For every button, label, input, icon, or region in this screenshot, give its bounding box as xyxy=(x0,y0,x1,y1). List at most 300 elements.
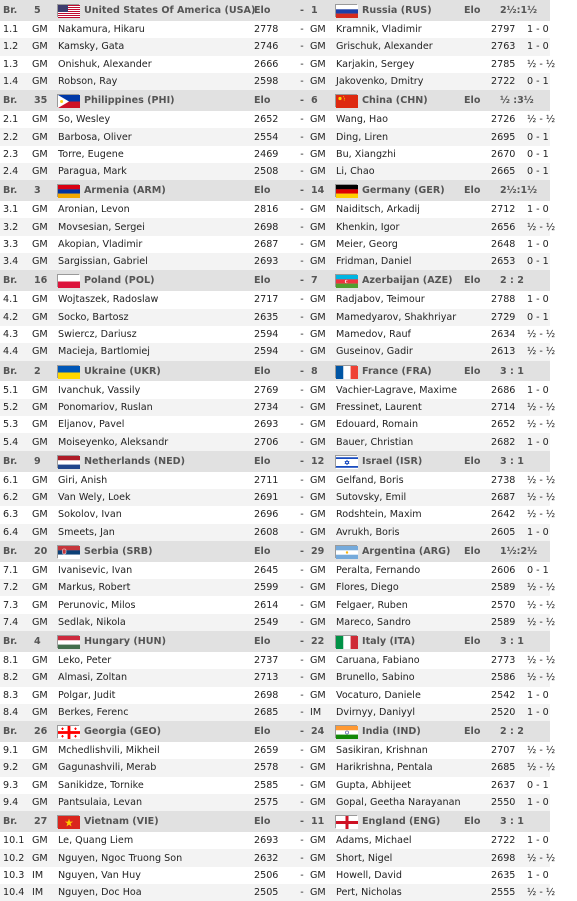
team-rank-a: 9 xyxy=(34,455,41,467)
player-title-b: GM xyxy=(310,75,326,87)
player-title-a: GM xyxy=(32,114,48,126)
elo-label-b: Elo xyxy=(464,365,481,377)
player-elo-a: 2778 xyxy=(254,24,279,36)
match-score: 3 : 1 xyxy=(500,816,524,828)
player-elo-a: 2598 xyxy=(254,75,279,87)
match-block xyxy=(0,721,556,811)
player-name-a: Smeets, Jan xyxy=(58,526,115,538)
elo-label-a: Elo xyxy=(254,635,271,647)
player-name-a: Aronian, Levon xyxy=(58,204,130,216)
player-title-a: GM xyxy=(32,148,48,160)
player-name-a: Ivanchuk, Vassily xyxy=(58,384,141,396)
player-elo-a: 2698 xyxy=(254,689,279,701)
player-name-a: Leko, Peter xyxy=(58,655,112,667)
player-elo-a: 2698 xyxy=(254,221,279,233)
board-number: 8.2 xyxy=(3,672,19,684)
match-score: 2½:1½ xyxy=(500,185,538,197)
player-title-b: GM xyxy=(310,852,326,864)
game-row xyxy=(0,867,550,884)
elo-label-b: Elo xyxy=(464,4,481,16)
player-name-a: Almasi, Zoltan xyxy=(58,672,128,684)
player-elo-b: 2635 xyxy=(491,869,516,881)
player-name-b: Vocaturo, Daniele xyxy=(336,689,421,701)
player-elo-a: 2635 xyxy=(254,311,279,323)
game-result: 1 - 0 xyxy=(527,294,549,306)
match-block xyxy=(0,180,556,270)
team-name-b: Germany (GER) xyxy=(362,185,445,197)
vs-separator: - xyxy=(300,275,304,287)
player-title-b: GM xyxy=(310,401,326,413)
player-name-b: Khenkin, Igor xyxy=(336,221,400,233)
match-header xyxy=(0,631,550,652)
board-label: Br. xyxy=(3,95,18,107)
player-elo-a: 2652 xyxy=(254,114,279,126)
game-result: ½ - ½ xyxy=(527,762,556,774)
game-row xyxy=(0,433,550,450)
player-title-a: GM xyxy=(32,329,48,341)
game-row xyxy=(0,794,550,811)
match-header xyxy=(0,90,550,111)
player-title-b: GM xyxy=(310,616,326,628)
player-title-a: GM xyxy=(32,41,48,53)
player-elo-a: 2608 xyxy=(254,526,279,538)
player-name-b: Li, Chao xyxy=(336,166,375,178)
player-name-a: Perunovic, Milos xyxy=(58,599,136,611)
player-title-b: GM xyxy=(310,582,326,594)
game-row xyxy=(0,128,550,145)
game-separator: - xyxy=(300,706,304,718)
game-separator: - xyxy=(300,526,304,538)
player-elo-b: 2570 xyxy=(491,599,516,611)
game-result: ½ - ½ xyxy=(527,599,556,611)
team-rank-a: 5 xyxy=(34,4,41,16)
game-result: 1 - 0 xyxy=(527,526,549,538)
game-row xyxy=(0,506,556,523)
game-separator: - xyxy=(300,436,304,448)
vs-separator: - xyxy=(300,545,304,557)
match-header xyxy=(0,361,550,382)
player-title-a: GM xyxy=(32,238,48,250)
team-name-b: England (ENG) xyxy=(362,816,441,828)
israel-flag-icon xyxy=(335,455,357,468)
player-title-b: GM xyxy=(310,779,326,791)
player-title-a: GM xyxy=(32,599,48,611)
player-elo-a: 2706 xyxy=(254,436,279,448)
player-elo-a: 2816 xyxy=(254,204,279,216)
team-name-b: Russia (RUS) xyxy=(362,4,432,16)
player-title-b: GM xyxy=(310,131,326,143)
player-title-b: GM xyxy=(310,564,326,576)
player-name-b: Naiditsch, Arkadij xyxy=(336,204,420,216)
player-name-b: Kramnik, Vladimir xyxy=(336,24,422,36)
team-rank-b: 29 xyxy=(311,545,325,557)
player-name-b: Radjabov, Teimour xyxy=(336,294,425,306)
player-title-a: GM xyxy=(32,835,48,847)
player-title-a: GM xyxy=(32,689,48,701)
player-title-a: GM xyxy=(32,655,48,667)
team-rank-b: 14 xyxy=(311,185,325,197)
team-b xyxy=(335,184,460,197)
player-name-b: Avrukh, Boris xyxy=(336,526,400,538)
player-title-a: IM xyxy=(32,869,44,881)
team-a xyxy=(57,455,251,468)
team-rank-b: 8 xyxy=(311,365,318,377)
serbia-flag-icon xyxy=(57,545,79,558)
match-header xyxy=(0,270,550,291)
player-name-b: Bu, Xiangzhi xyxy=(336,148,396,160)
player-elo-b: 2682 xyxy=(491,436,516,448)
team-rank-a: 4 xyxy=(34,635,41,647)
game-result: ½ - ½ xyxy=(527,346,556,358)
team-rank-b: 22 xyxy=(311,635,325,647)
board-number: 1.3 xyxy=(3,58,19,70)
player-name-b: Guseinov, Gadir xyxy=(336,346,413,358)
game-row xyxy=(0,218,556,235)
player-elo-b: 2785 xyxy=(491,58,516,70)
game-row xyxy=(0,472,556,489)
match-block xyxy=(0,541,556,631)
game-result: ½ - ½ xyxy=(527,492,556,504)
player-elo-a: 2506 xyxy=(254,869,279,881)
player-elo-a: 2554 xyxy=(254,131,279,143)
player-name-a: Barbosa, Oliver xyxy=(58,131,132,143)
board-number: 1.1 xyxy=(3,24,19,36)
player-name-b: Grischuk, Alexander xyxy=(336,41,433,53)
team-name-b: Argentina (ARG) xyxy=(362,545,451,557)
team-name-b: Azerbaijan (AZE) xyxy=(362,275,453,287)
game-result: ½ - ½ xyxy=(527,582,556,594)
player-name-a: Akopian, Vladimir xyxy=(58,238,143,250)
player-name-b: Peralta, Fernando xyxy=(336,564,421,576)
player-elo-b: 2722 xyxy=(491,75,516,87)
player-title-b: GM xyxy=(310,166,326,178)
player-elo-a: 2594 xyxy=(254,329,279,341)
player-elo-b: 2542 xyxy=(491,689,516,701)
game-row xyxy=(0,291,550,308)
board-number: 2.4 xyxy=(3,166,19,178)
player-name-a: Torre, Eugene xyxy=(58,148,124,160)
player-title-b: GM xyxy=(310,238,326,250)
game-separator: - xyxy=(300,221,304,233)
game-row xyxy=(0,163,550,180)
player-title-b: GM xyxy=(310,599,326,611)
team-a xyxy=(57,365,251,378)
player-title-b: GM xyxy=(310,256,326,268)
board-number: 9.2 xyxy=(3,762,19,774)
player-name-b: Gupta, Abhijeet xyxy=(336,779,411,791)
player-name-a: Robson, Ray xyxy=(58,75,118,87)
board-number: 5.4 xyxy=(3,436,19,448)
player-name-a: Kamsky, Gata xyxy=(58,41,125,53)
board-number: 4.1 xyxy=(3,294,19,306)
player-name-b: Mamedov, Rauf xyxy=(336,329,411,341)
player-elo-b: 2586 xyxy=(491,672,516,684)
board-number: 6.4 xyxy=(3,526,19,538)
game-row xyxy=(0,343,556,360)
game-result: 1 - 0 xyxy=(527,797,549,809)
match-block xyxy=(0,90,556,180)
china-flag-icon xyxy=(335,94,357,107)
game-row xyxy=(0,687,550,704)
player-title-a: GM xyxy=(32,779,48,791)
board-number: 6.1 xyxy=(3,474,19,486)
game-separator: - xyxy=(300,564,304,576)
game-row xyxy=(0,201,550,218)
game-row xyxy=(0,38,550,55)
game-separator: - xyxy=(300,509,304,521)
team-name-b: France (FRA) xyxy=(362,365,432,377)
player-elo-b: 2606 xyxy=(491,564,516,576)
game-row xyxy=(0,416,556,433)
vietnam-flag-icon xyxy=(57,815,79,828)
board-label: Br. xyxy=(3,635,18,647)
game-row xyxy=(0,777,550,794)
player-elo-b: 2656 xyxy=(491,221,516,233)
player-elo-a: 2769 xyxy=(254,384,279,396)
team-name-a: Poland (POL) xyxy=(84,275,155,287)
player-title-a: GM xyxy=(32,58,48,70)
player-title-a: GM xyxy=(32,24,48,36)
player-elo-b: 2685 xyxy=(491,762,516,774)
match-block xyxy=(0,631,556,721)
game-result: ½ - ½ xyxy=(527,221,556,233)
game-separator: - xyxy=(300,41,304,53)
team-rank-a: 3 xyxy=(34,185,41,197)
board-number: 8.4 xyxy=(3,706,19,718)
game-result: 1 - 0 xyxy=(527,706,549,718)
game-separator: - xyxy=(300,599,304,611)
player-title-b: GM xyxy=(310,384,326,396)
player-elo-a: 2549 xyxy=(254,616,279,628)
player-elo-a: 2691 xyxy=(254,492,279,504)
board-label: Br. xyxy=(3,365,18,377)
game-result: ½ - ½ xyxy=(527,114,556,126)
team-a xyxy=(57,184,251,197)
player-name-a: Swiercz, Dariusz xyxy=(58,329,137,341)
player-title-b: GM xyxy=(310,148,326,160)
team-rank-b: 11 xyxy=(311,816,325,828)
game-row xyxy=(0,309,550,326)
player-title-a: GM xyxy=(32,745,48,757)
match-header xyxy=(0,451,550,472)
game-result: ½ - ½ xyxy=(527,474,556,486)
player-title-a: GM xyxy=(32,346,48,358)
player-elo-b: 2634 xyxy=(491,329,516,341)
game-separator: - xyxy=(300,835,304,847)
game-row xyxy=(0,832,550,849)
team-rank-b: 7 xyxy=(311,275,318,287)
player-title-a: GM xyxy=(32,852,48,864)
game-result: 0 - 1 xyxy=(527,256,549,268)
elo-label-a: Elo xyxy=(254,545,271,557)
player-name-a: Nguyen, Ngoc Truong Son xyxy=(58,852,183,864)
team-b xyxy=(335,545,460,558)
player-name-a: Nguyen, Van Huy xyxy=(58,869,141,881)
player-elo-a: 2645 xyxy=(254,564,279,576)
elo-label-a: Elo xyxy=(254,275,271,287)
player-title-b: GM xyxy=(310,346,326,358)
player-name-a: Nguyen, Doc Hoa xyxy=(58,887,142,899)
board-number: 2.1 xyxy=(3,114,19,126)
game-separator: - xyxy=(300,204,304,216)
player-elo-a: 2737 xyxy=(254,655,279,667)
player-elo-a: 2685 xyxy=(254,706,279,718)
board-number: 10.3 xyxy=(3,869,25,881)
game-result: 1 - 0 xyxy=(527,869,549,881)
georgia-flag-icon xyxy=(57,725,79,738)
game-separator: - xyxy=(300,492,304,504)
vs-separator: - xyxy=(300,4,304,16)
player-name-a: Movsesian, Sergei xyxy=(58,221,145,233)
board-label: Br. xyxy=(3,545,18,557)
player-title-a: GM xyxy=(32,401,48,413)
match-score: 3 : 1 xyxy=(500,365,524,377)
match-score: 3 : 1 xyxy=(500,635,524,647)
game-separator: - xyxy=(300,148,304,160)
team-name-a: Vietnam (VIE) xyxy=(84,816,159,828)
team-name-a: Georgia (GEO) xyxy=(84,726,162,738)
player-name-a: Macieja, Bartlomiej xyxy=(58,346,150,358)
match-score: 3 : 1 xyxy=(500,455,524,467)
player-title-b: IM xyxy=(310,706,322,718)
game-result: ½ - ½ xyxy=(527,58,556,70)
germany-flag-icon xyxy=(335,184,357,197)
game-row xyxy=(0,381,550,398)
game-result: ½ - ½ xyxy=(527,616,556,628)
game-result: 1 - 0 xyxy=(527,24,549,36)
player-name-a: Socko, Bartosz xyxy=(58,311,129,323)
game-result: ½ - ½ xyxy=(527,329,556,341)
board-number: 6.2 xyxy=(3,492,19,504)
player-name-a: Sargissian, Gabriel xyxy=(58,256,148,268)
team-rank-a: 35 xyxy=(34,95,48,107)
player-title-a: GM xyxy=(32,797,48,809)
game-separator: - xyxy=(300,616,304,628)
team-name-b: Italy (ITA) xyxy=(362,635,416,647)
player-elo-b: 2665 xyxy=(491,166,516,178)
elo-label-a: Elo xyxy=(254,365,271,377)
player-title-b: GM xyxy=(310,762,326,774)
game-row xyxy=(0,579,556,596)
philippines-flag-icon xyxy=(57,94,79,107)
player-name-a: Gagunashvili, Merab xyxy=(58,762,157,774)
player-elo-b: 2722 xyxy=(491,835,516,847)
board-label: Br. xyxy=(3,816,18,828)
team-name-a: Serbia (SRB) xyxy=(84,545,153,557)
board-number: 1.4 xyxy=(3,75,19,87)
game-result: 1 - 0 xyxy=(527,689,549,701)
vs-separator: - xyxy=(300,95,304,107)
player-title-b: GM xyxy=(310,526,326,538)
team-rank-b: 1 xyxy=(311,4,318,16)
azerbaijan-flag-icon xyxy=(335,274,357,287)
player-title-b: GM xyxy=(310,419,326,431)
elo-label-b: Elo xyxy=(464,726,481,738)
player-name-a: Giri, Anish xyxy=(58,474,108,486)
game-separator: - xyxy=(300,655,304,667)
team-a xyxy=(57,274,251,287)
player-elo-a: 2711 xyxy=(254,474,279,486)
team-name-a: United States Of America (USA) xyxy=(84,4,256,16)
player-title-a: GM xyxy=(32,706,48,718)
player-name-b: Meier, Georg xyxy=(336,238,398,250)
board-label: Br. xyxy=(3,455,18,467)
team-a xyxy=(57,94,251,107)
game-result: 0 - 1 xyxy=(527,131,549,143)
match-score: 1½:2½ xyxy=(500,545,538,557)
player-name-b: Dvirnyy, Daniyyl xyxy=(336,706,416,718)
game-row xyxy=(0,236,550,253)
player-name-b: Pert, Nicholas xyxy=(336,887,402,899)
player-name-a: Sokolov, Ivan xyxy=(58,509,122,521)
player-elo-b: 2714 xyxy=(491,401,516,413)
player-elo-b: 2613 xyxy=(491,346,516,358)
game-row xyxy=(0,652,556,669)
board-label: Br. xyxy=(3,185,18,197)
player-title-b: GM xyxy=(310,835,326,847)
board-number: 3.4 xyxy=(3,256,19,268)
hungary-flag-icon xyxy=(57,635,79,648)
player-name-a: Moiseyenko, Aleksandr xyxy=(58,436,169,448)
match-score: 2½:1½ xyxy=(500,4,538,16)
player-title-b: GM xyxy=(310,474,326,486)
match-header xyxy=(0,811,550,832)
player-title-b: GM xyxy=(310,329,326,341)
player-elo-b: 2589 xyxy=(491,582,516,594)
player-title-a: GM xyxy=(32,419,48,431)
game-row xyxy=(0,704,550,721)
player-elo-b: 2773 xyxy=(491,655,516,667)
team-b xyxy=(335,815,460,828)
match-block xyxy=(0,270,556,360)
elo-label-a: Elo xyxy=(254,95,271,107)
game-result: 0 - 1 xyxy=(527,779,549,791)
vs-separator: - xyxy=(300,726,304,738)
elo-label-a: Elo xyxy=(254,726,271,738)
vs-separator: - xyxy=(300,816,304,828)
elo-label-b: Elo xyxy=(464,545,481,557)
vs-separator: - xyxy=(300,365,304,377)
player-title-b: GM xyxy=(310,492,326,504)
game-separator: - xyxy=(300,582,304,594)
vs-separator: - xyxy=(300,185,304,197)
player-elo-a: 2469 xyxy=(254,148,279,160)
player-name-a: Wojtaszek, Radoslaw xyxy=(58,294,159,306)
game-separator: - xyxy=(300,384,304,396)
armenia-flag-icon xyxy=(57,184,79,197)
player-elo-a: 2734 xyxy=(254,401,279,413)
game-result: ½ - ½ xyxy=(527,852,556,864)
elo-label-b: Elo xyxy=(464,816,481,828)
player-elo-b: 2788 xyxy=(491,294,516,306)
team-name-a: Philippines (PHI) xyxy=(84,95,175,107)
game-separator: - xyxy=(300,329,304,341)
team-rank-a: 27 xyxy=(34,816,48,828)
player-title-a: GM xyxy=(32,311,48,323)
game-row xyxy=(0,596,556,613)
team-name-a: Hungary (HUN) xyxy=(84,635,166,647)
board-number: 4.2 xyxy=(3,311,19,323)
player-elo-b: 2642 xyxy=(491,509,516,521)
game-result: ½ - ½ xyxy=(527,887,556,899)
game-result: 0 - 1 xyxy=(527,564,549,576)
game-row xyxy=(0,56,556,73)
player-name-a: Paragua, Mark xyxy=(58,166,127,178)
player-name-b: Sasikiran, Krishnan xyxy=(336,745,428,757)
player-name-b: Edouard, Romain xyxy=(336,419,419,431)
player-elo-b: 2686 xyxy=(491,384,516,396)
game-separator: - xyxy=(300,58,304,70)
